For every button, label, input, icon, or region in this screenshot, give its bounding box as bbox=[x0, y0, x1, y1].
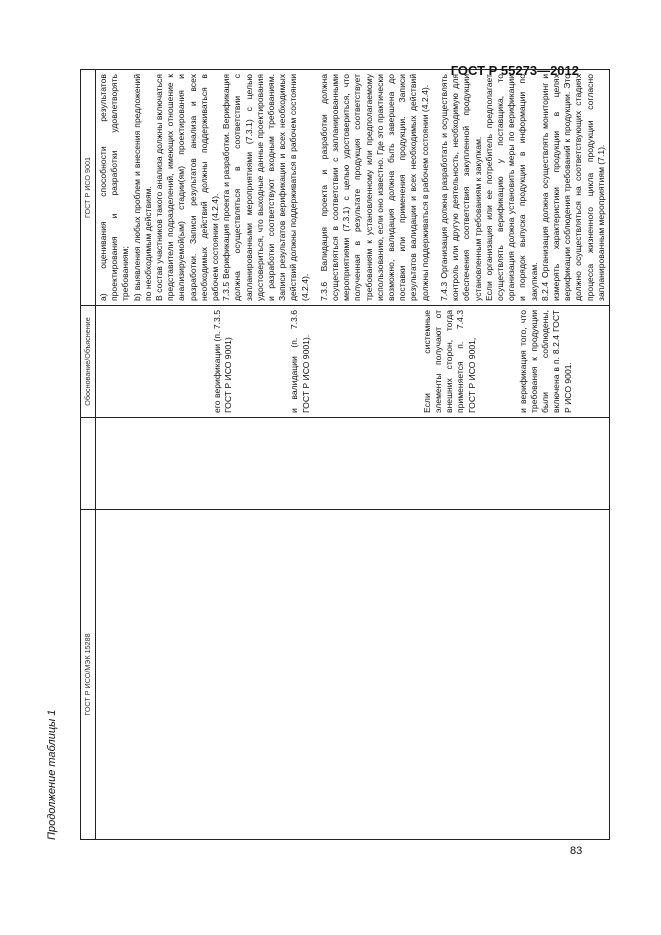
header-justification: Обоснование/Объяснение bbox=[81, 306, 96, 418]
header-iso15288: ГОСТ Р ИСО/МЭК 15288 bbox=[81, 510, 96, 840]
iso9001-text: 7.4.3 Организация должна разработать и осуществлять контроль или другую деятельность, необходимую для обеспечения соответствия закупленной продукции установленным требованиям к закупкам. bbox=[438, 74, 483, 301]
justification-text: его верификации (п. 7.3.5 ГОСТ Р ИСО 9001) bbox=[212, 310, 234, 413]
iso9001-text: 7.3.6 Валидация проекта и разработки должна осуществляться в соответствии с запланированными мероприятиями (7.3.1) с целью удостовериться, что полученная в результате продукция соответствует требованиям к установленному или предполагаемому использованию, если оно известно. Где это практически возможно, валидация должна быть завершена до поставки или применения продукции. Записи результатов валидации и всех необходимых действий должны поддерживаться в рабочем состоянии (4.2.4). bbox=[318, 74, 430, 301]
comparison-table bbox=[80, 69, 610, 840]
rotated-table-region bbox=[46, 70, 606, 840]
header-empty bbox=[81, 418, 96, 510]
cell-justification bbox=[96, 306, 610, 418]
cell-iso9001 bbox=[96, 70, 610, 306]
iso9001-text: а) оценивания способности результатов проектирования и разработки удовлетворять требованиям; bbox=[98, 74, 131, 301]
iso9001-text: В состав участников такого анализа должны включаться представители подразделений, имеющих отношение к анализируемой(ым) стадии(ям) проектирования и разработки. Записи результатов анализа и всех необходимых действий должны поддерживаться в рабочем состоянии (4.2.4). bbox=[154, 74, 221, 301]
table-header-row bbox=[81, 70, 96, 840]
standard-id: ГОСТ Р 55273—2012 bbox=[450, 63, 579, 78]
iso9001-text: Если организация или ее потребитель предполагает осуществлять верификацию у поставщика, то организация должна установить меры по верификации и порядок выпуска продукции в информации по закупкам. bbox=[483, 74, 539, 301]
cell-iso15288 bbox=[96, 510, 610, 840]
table-caption: Продолжение таблицы 1 bbox=[46, 709, 58, 840]
cell-empty bbox=[96, 418, 610, 510]
page-number: 83 bbox=[570, 845, 583, 857]
iso9001-text: 8.2.4 Организация должна осуществлять мониторинг и измерять характеристики продукции в целях верификации соблюдения требований к продукции. Это должно осуществляться на соответствующих стадиях процесса жизненного цикла продукции согласно запланированным мероприятиям (7.1). bbox=[539, 74, 606, 301]
justification-text: и валидации (п. 7.3.6 ГОСТ Р ИСО 9001). bbox=[289, 310, 311, 413]
justification-text: и верификация того, что требования к продукции были соблюдены, включена в п. 8.2.4 ГОСТ Р ИСО 9001. bbox=[517, 310, 573, 413]
justification-text: Если системные элементы получают от внешних сторон, тогда применяется п. 7.4.3 ГОСТ Р ИСО 9001, bbox=[421, 310, 477, 413]
iso9001-text: 7.3.5 Верификация проекта и разработки. Верификация должна осуществляться в соответствии с запланированными мероприятиями (7.3.1) с целью удостовериться, что выходные данные проектирования и разработки соответствуют входным требованиям. Записи результатов верификации и всех необходимых действий должны поддерживаться в рабочем состоянии (4.2.4). bbox=[221, 74, 310, 301]
iso9001-text: b) выявления любых проблем и внесения предложений по необходимым действиям. bbox=[131, 74, 153, 301]
header-iso9001: ГОСТ Р ИСО 9001 bbox=[81, 70, 96, 306]
table-row bbox=[96, 70, 610, 840]
